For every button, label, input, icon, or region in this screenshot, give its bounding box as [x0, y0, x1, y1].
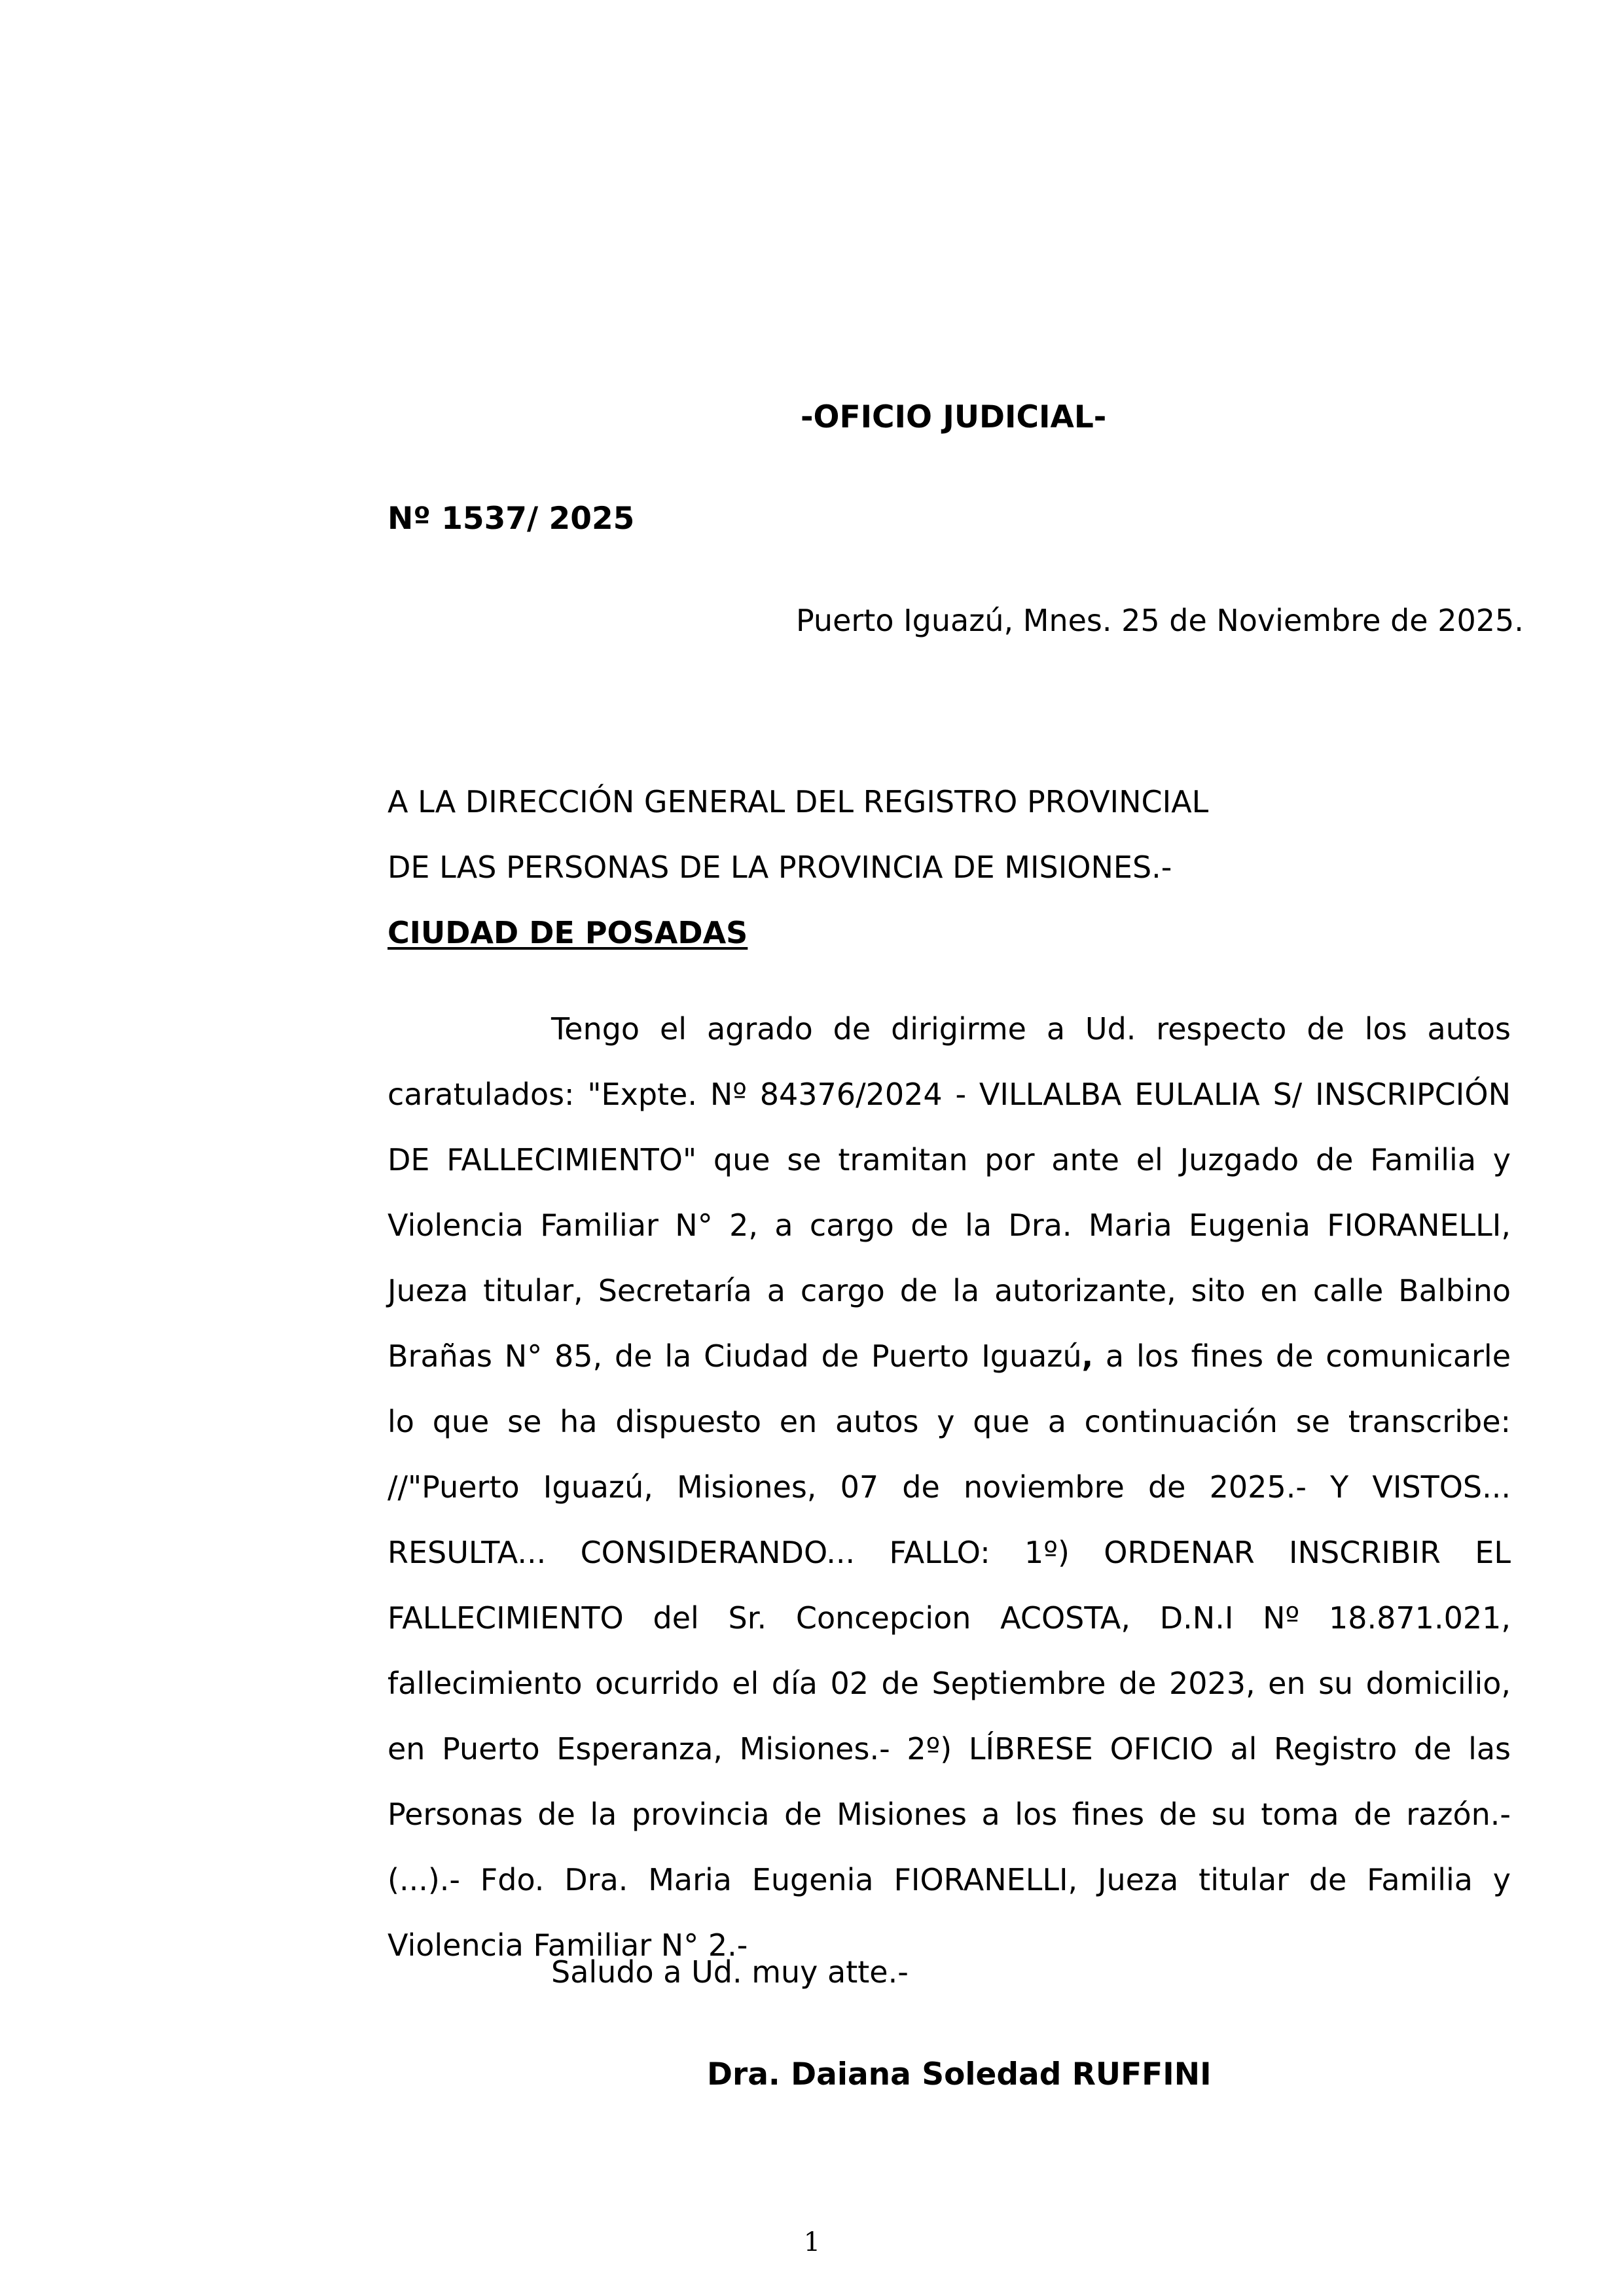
addressee-line-2: DE LAS PERSONAS DE LA PROVINCIA DE MISIONES.- [388, 850, 1172, 885]
body-text-part-2: a los fines de comunicarle lo que se ha dispuesto en autos y que a continuación se transcribe: //"Puerto Iguazú, Misiones, 07 de noviembre de 2025.- Y VISTOS... RESULTA... CONSIDERANDO... FALLO: 1º) ORDENAR INSCRIBIR EL FALLECIMIENTO del Sr. Concepcion ACOSTA, D.N.I Nº 18.871.021, fallecimiento ocurrido el día 02 de Septiembre de 2023, en su domicilio, en Puerto Esperanza, Misiones.- 2º) LÍBRESE OFICIO al Registro de las Personas de la provincia de Misiones a los fines de su toma de razón.- (...).- Fdo. Dra. Maria Eugenia FIORANELLI, Jueza titular de Familia y Violencia Familiar N° 2.- [388, 1338, 1511, 1963]
document-title: -OFICIO JUDICIAL- [801, 399, 1107, 435]
date-line: Puerto Iguazú, Mnes. 25 de Noviembre de 2025. [796, 603, 1524, 638]
closing-line: Saludo a Ud. muy atte.- [551, 1954, 909, 1990]
body-bold-comma: , [1081, 1338, 1094, 1374]
oficio-number: Nº 1537/ 2025 [388, 501, 635, 537]
page-number: 1 [803, 2227, 821, 2257]
addressee-line-1: A LA DIRECCIÓN GENERAL DEL REGISTRO PROVINCIAL [388, 784, 1209, 819]
addressee-city: CIUDAD DE POSADAS [388, 915, 748, 950]
body-text-part-1: Tengo el agrado de dirigirme a Ud. respecto de los autos caratulados: "Expte. Nº 84376/2024 - VILLALBA EULALIA S/ INSCRIPCIÓN DE FALLECIMIENTO" que se tramitan por ante el Juzgado de Familia y Violencia Familiar N° 2, a cargo de la Dra. Maria Eugenia FIORANELLI, Jueza titular, Secretaría a cargo de la autorizante, sito en calle Balbino Brañas N° 85, de la Ciudad de Puerto Iguazú [388, 1011, 1511, 1374]
signature-name: Dra. Daiana Soledad RUFFINI [707, 2056, 1212, 2092]
body-paragraph [388, 996, 1511, 1978]
addressee-block [388, 769, 1208, 965]
